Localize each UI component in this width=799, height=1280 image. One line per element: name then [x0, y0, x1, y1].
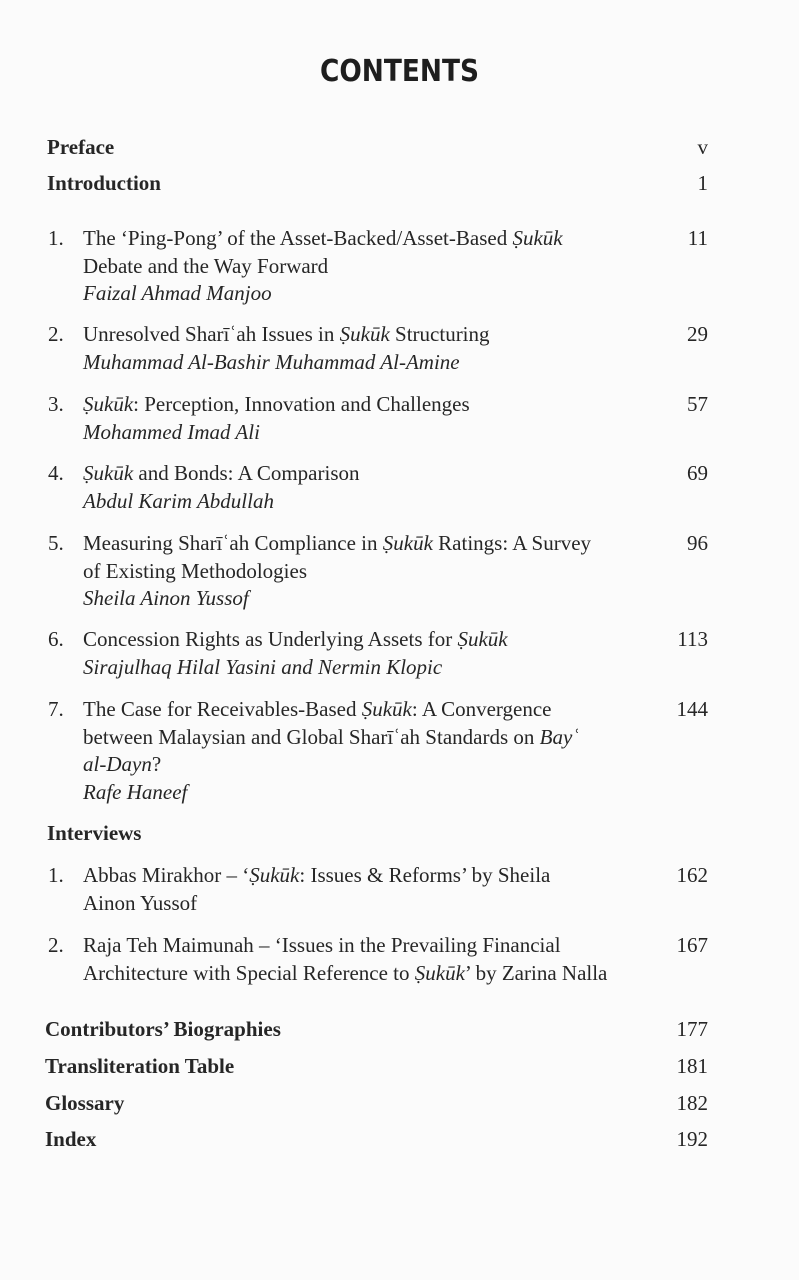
chapter-number: 4. [48, 461, 64, 485]
entry-page: 182 [676, 1091, 708, 1115]
chapter-author: Abdul Karim Abdullah [83, 488, 274, 513]
chapter-title-line: Measuring Sharīʿah Compliance in Ṣukūk Ratings: A Survey [83, 531, 592, 555]
chapter-author: Mohammed Imad Ali [83, 419, 260, 444]
interview-title-line: Ainon Yussof [83, 890, 198, 915]
entry-page: 144 [676, 697, 708, 721]
chapter-number: 5. [48, 531, 64, 555]
italic-term: Ṣukūk [457, 627, 508, 651]
entry-label: Introduction [47, 171, 161, 195]
chapter-number: 6. [48, 627, 64, 651]
interview-number: 1. [48, 863, 64, 887]
entry-page: 192 [676, 1127, 708, 1151]
entry-label: Index [45, 1127, 97, 1151]
chapter-title-line: between Malaysian and Global Sharīʿah Standards on Bayʿ [83, 724, 580, 749]
entry-page: 181 [676, 1054, 708, 1078]
chapter-title-line: Ṣukūk and Bonds: A Comparison [83, 461, 360, 485]
chapter-number: 2. [48, 322, 64, 346]
entry-label: Glossary [45, 1091, 125, 1115]
chapter-title-line: Unresolved Sharīʿah Issues in Ṣukūk Structuring [83, 322, 490, 346]
italic-term: Ṣukūk [382, 531, 433, 555]
chapter-number: 7. [48, 697, 64, 721]
entry-page: 29 [687, 322, 708, 346]
chapter-author: Muhammad Al-Bashir Muhammad Al-Amine [83, 349, 460, 374]
entry-page: 57 [687, 392, 708, 416]
chapter-author: Faizal Ahmad Manjoo [83, 281, 272, 305]
interview-title-line: Raja Teh Maimunah – ‘Issues in the Prevailing Financial [83, 933, 561, 957]
page-title: CONTENTS [319, 54, 480, 89]
entry-label: Preface [47, 135, 115, 159]
interview-title-line: Abbas Mirakhor – ‘Ṣukūk: Issues & Reforms’ by Sheila [83, 863, 551, 887]
chapter-title-line: Concession Rights as Underlying Assets for Ṣukūk [83, 627, 508, 651]
italic-term: Ṣukūk [512, 226, 563, 250]
chapter-author: Rafe Haneef [83, 779, 188, 804]
entry-page: 69 [687, 461, 708, 485]
entry-page: 96 [687, 531, 708, 555]
italic-term: Bayʿ [539, 724, 580, 749]
entry-label: Transliteration Table [45, 1054, 235, 1078]
entry-page: 113 [677, 627, 708, 651]
entry-page: 167 [676, 933, 708, 957]
italic-term: Ṣukūk [83, 461, 134, 485]
italic-term: Ṣukūk [83, 392, 134, 416]
italic-term: Ṣukūk [339, 322, 390, 346]
chapter-title-line: al-Dayn? [83, 752, 162, 776]
entry-label: Contributors’ Biographies [45, 1017, 281, 1041]
italic-term: Ṣukūk [361, 697, 412, 721]
interview-title-line: Architecture with Special Reference to Ṣukūk’ by Zarina Nalla [83, 960, 608, 985]
chapter-number: 1. [48, 226, 64, 250]
chapter-title-line: Ṣukūk: Perception, Innovation and Challenges [83, 392, 470, 416]
italic-term: Ṣukūk [414, 960, 465, 985]
chapter-author: Sheila Ainon Yussof [83, 586, 249, 610]
entry-page: v [697, 135, 708, 159]
chapter-number: 3. [48, 392, 64, 416]
entry-page: 162 [676, 863, 708, 887]
chapter-title-line: The Case for Receivables-Based Ṣukūk: A Convergence [83, 697, 552, 721]
chapter-title-line: The ‘Ping-Pong’ of the Asset-Backed/Asset-Based Ṣukūk [83, 226, 563, 250]
italic-term: al-Dayn [83, 752, 152, 776]
chapter-author: Sirajulhaq Hilal Yasini and Nermin Klopic [83, 654, 443, 679]
entry-page: 1 [697, 171, 708, 195]
entry-page: 11 [687, 226, 708, 250]
chapter-title-line: Debate and the Way Forward [83, 253, 329, 278]
entry-page: 177 [676, 1017, 708, 1041]
interview-number: 2. [48, 933, 64, 957]
chapter-title-line: of Existing Methodologies [83, 558, 307, 583]
italic-term: Ṣukūk [249, 863, 300, 887]
